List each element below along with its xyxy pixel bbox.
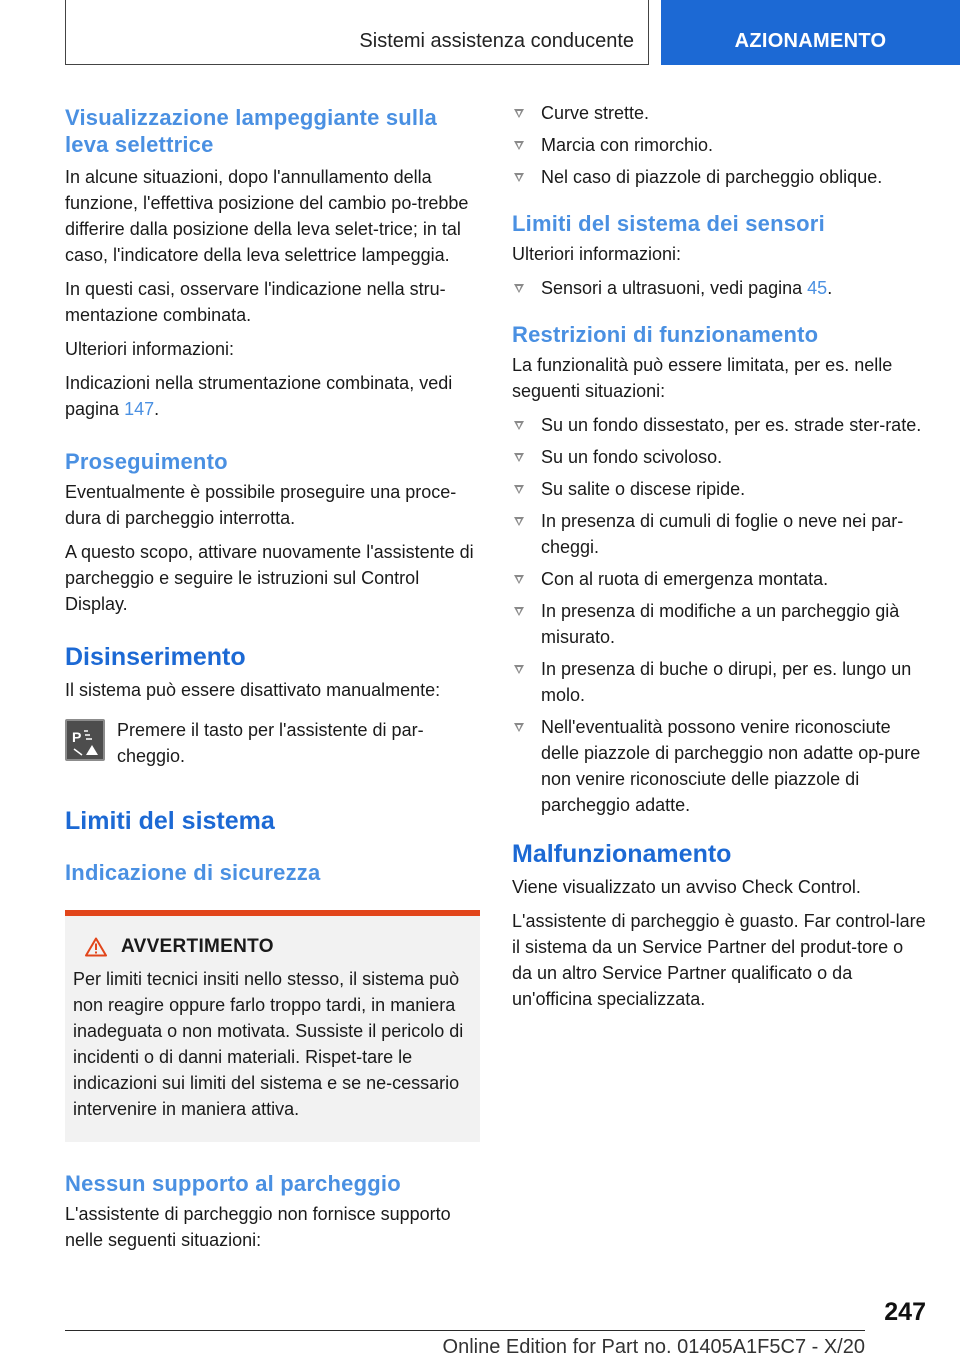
paragraph: La funzionalità può essere limitata, per es. nelle seguenti situazioni: [512, 355, 893, 401]
list-item [512, 714, 927, 818]
paragraph: Viene visualizzato un avviso Check Control. [512, 877, 861, 897]
heading-malfunzionamento: Malfunzionamento [512, 840, 732, 868]
footer-divider [65, 1330, 865, 1331]
heading-sicurezza: Indicazione di sicurezza [65, 860, 321, 885]
paragraph: A questo scopo, attivare nuovamente l'assistente di parcheggio e seguire le istruzioni sul Control Display. [65, 542, 474, 614]
heading-restrizioni: Restrizioni di funzionamento [512, 322, 819, 347]
edition-text: Online Edition for Part no. 01405A1F5C7 - X/20 [442, 1336, 865, 1358]
svg-text:P: P [72, 729, 82, 745]
bullet-triangle-icon [514, 284, 524, 293]
list-item-text: In presenza di modifiche a un parcheggio già misurato. [541, 601, 900, 647]
paragraph: L'assistente di parcheggio è guasto. Far control-lare il sistema da un Service Partner del produt-tore o da un altro Service Partner qualificato o da un'officina specializzata. [512, 911, 926, 1009]
bullet-list [512, 275, 927, 301]
list-item-text: . [827, 278, 833, 298]
paragraph-text: . [154, 399, 160, 419]
section-title: Sistemi assistenza conducente [359, 30, 634, 52]
paragraph: L'assistente di parcheggio non fornisce supporto nelle seguenti situazioni: [65, 1204, 451, 1250]
bullet-triangle-icon [514, 141, 524, 150]
heading-proseguimento: Proseguimento [65, 449, 228, 474]
heading-limiti: Limiti del sistema [65, 807, 275, 835]
warning-text: Per limiti tecnici insiti nello stesso, il sistema può non reagire oppure farlo troppo tardi, in maniera inadeguata o non motivata. Sussiste il pericolo di incidenti o di danni materiali. Rispet-tare le indicazioni sui limiti del sistema e se ne-cessario intervenire in maniera attiva. [73, 969, 464, 1119]
warning-box [65, 910, 480, 1142]
list-item-text: In presenza di cumuli di foglie o neve nei par-cheggi. [541, 511, 904, 557]
list-item-text: Sensori a ultrasuoni, vedi pagina [541, 278, 808, 298]
list-item-text: Marcia con rimorchio. [541, 135, 714, 155]
bullet-triangle-icon [514, 109, 524, 118]
paragraph: Il sistema può essere disattivato manualmente: [65, 680, 441, 700]
paragraph: Ulteriori informazioni: [512, 244, 682, 264]
bullet-triangle-icon [514, 421, 524, 430]
list-item [512, 132, 927, 158]
paragraph-text: Indicazioni nella strumentazione combinata, vedi pagina [65, 373, 453, 419]
paragraph-with-link [65, 370, 480, 422]
list-item-text: In presenza di buche o dirupi, per es. lungo un molo. [541, 659, 912, 705]
bullet-list [512, 100, 927, 190]
bullet-triangle-icon [514, 575, 524, 584]
heading-sensori: Limiti del sistema dei sensori [512, 211, 825, 236]
list-item-text: Nell'eventualità possono venire riconosciute delle piazzole di parcheggio non adatte op-pure non venire riconosciute delle piazzole di parcheggio adatte. [541, 717, 921, 815]
list-item [512, 444, 927, 470]
list-item [512, 275, 927, 301]
left-column [65, 100, 480, 1253]
right-column [512, 100, 927, 1012]
button-instruction-text: Premere il tasto per l'assistente di par-cheggio. [117, 720, 424, 766]
list-item-text: Nel caso di piazzole di parcheggio oblique. [541, 167, 883, 187]
bullet-triangle-icon [514, 485, 524, 494]
list-item [512, 100, 927, 126]
page-link[interactable]: 147 [124, 399, 155, 419]
button-instruction [65, 717, 480, 769]
bullet-triangle-icon [514, 665, 524, 674]
list-item-text: Su un fondo scivoloso. [541, 447, 723, 467]
list-item [512, 656, 927, 708]
paragraph: Eventualmente è possibile proseguire una proce-dura di parcheggio interrotta. [65, 482, 457, 528]
heading-flash: Visualizzazione lampeggiante sulla leva selettrice [65, 105, 437, 157]
list-item [512, 566, 927, 592]
paragraph: In alcune situazioni, dopo l'annullamento della funzione, l'effettiva posizione del cambio po-trebbe differire dalla posizione della leva selet-trice; in tal caso, l'indicatore della leva selettrice lampeggia. [65, 167, 469, 265]
list-item [512, 476, 927, 502]
bullet-triangle-icon [514, 453, 524, 462]
list-item [512, 164, 927, 190]
warning-title [73, 936, 472, 958]
list-item [512, 598, 927, 650]
warning-triangle-icon [85, 937, 107, 957]
chapter-title: AZIONAMENTO [734, 30, 887, 52]
list-item [512, 412, 927, 438]
heading-nessun-supporto: Nessun supporto al parcheggio [65, 1171, 401, 1196]
park-assist-button-icon [65, 719, 105, 761]
bullet-list [512, 412, 927, 818]
paragraph: Ulteriori informazioni: [65, 339, 235, 359]
list-item-text: Con al ruota di emergenza montata. [541, 569, 829, 589]
list-item-text: Curve strette. [541, 103, 650, 123]
bullet-triangle-icon [514, 517, 524, 526]
bullet-triangle-icon [514, 173, 524, 182]
header-section-box [65, 0, 649, 65]
heading-disinserimento: Disinserimento [65, 643, 246, 671]
page-number: 247 [884, 1298, 926, 1326]
header-chapter-tab[interactable] [661, 0, 960, 65]
bullet-triangle-icon [514, 607, 524, 616]
list-item [512, 508, 927, 560]
list-item-text: Su un fondo dissestato, per es. strade ster-rate. [541, 415, 922, 435]
warning-title-text: AVVERTIMENTO [121, 936, 274, 957]
page-link[interactable]: 45 [807, 278, 828, 298]
paragraph: In questi casi, osservare l'indicazione nella stru-mentazione combinata. [65, 279, 446, 325]
bullet-triangle-icon [514, 723, 524, 732]
list-item-text: Su salite o discese ripide. [541, 479, 746, 499]
